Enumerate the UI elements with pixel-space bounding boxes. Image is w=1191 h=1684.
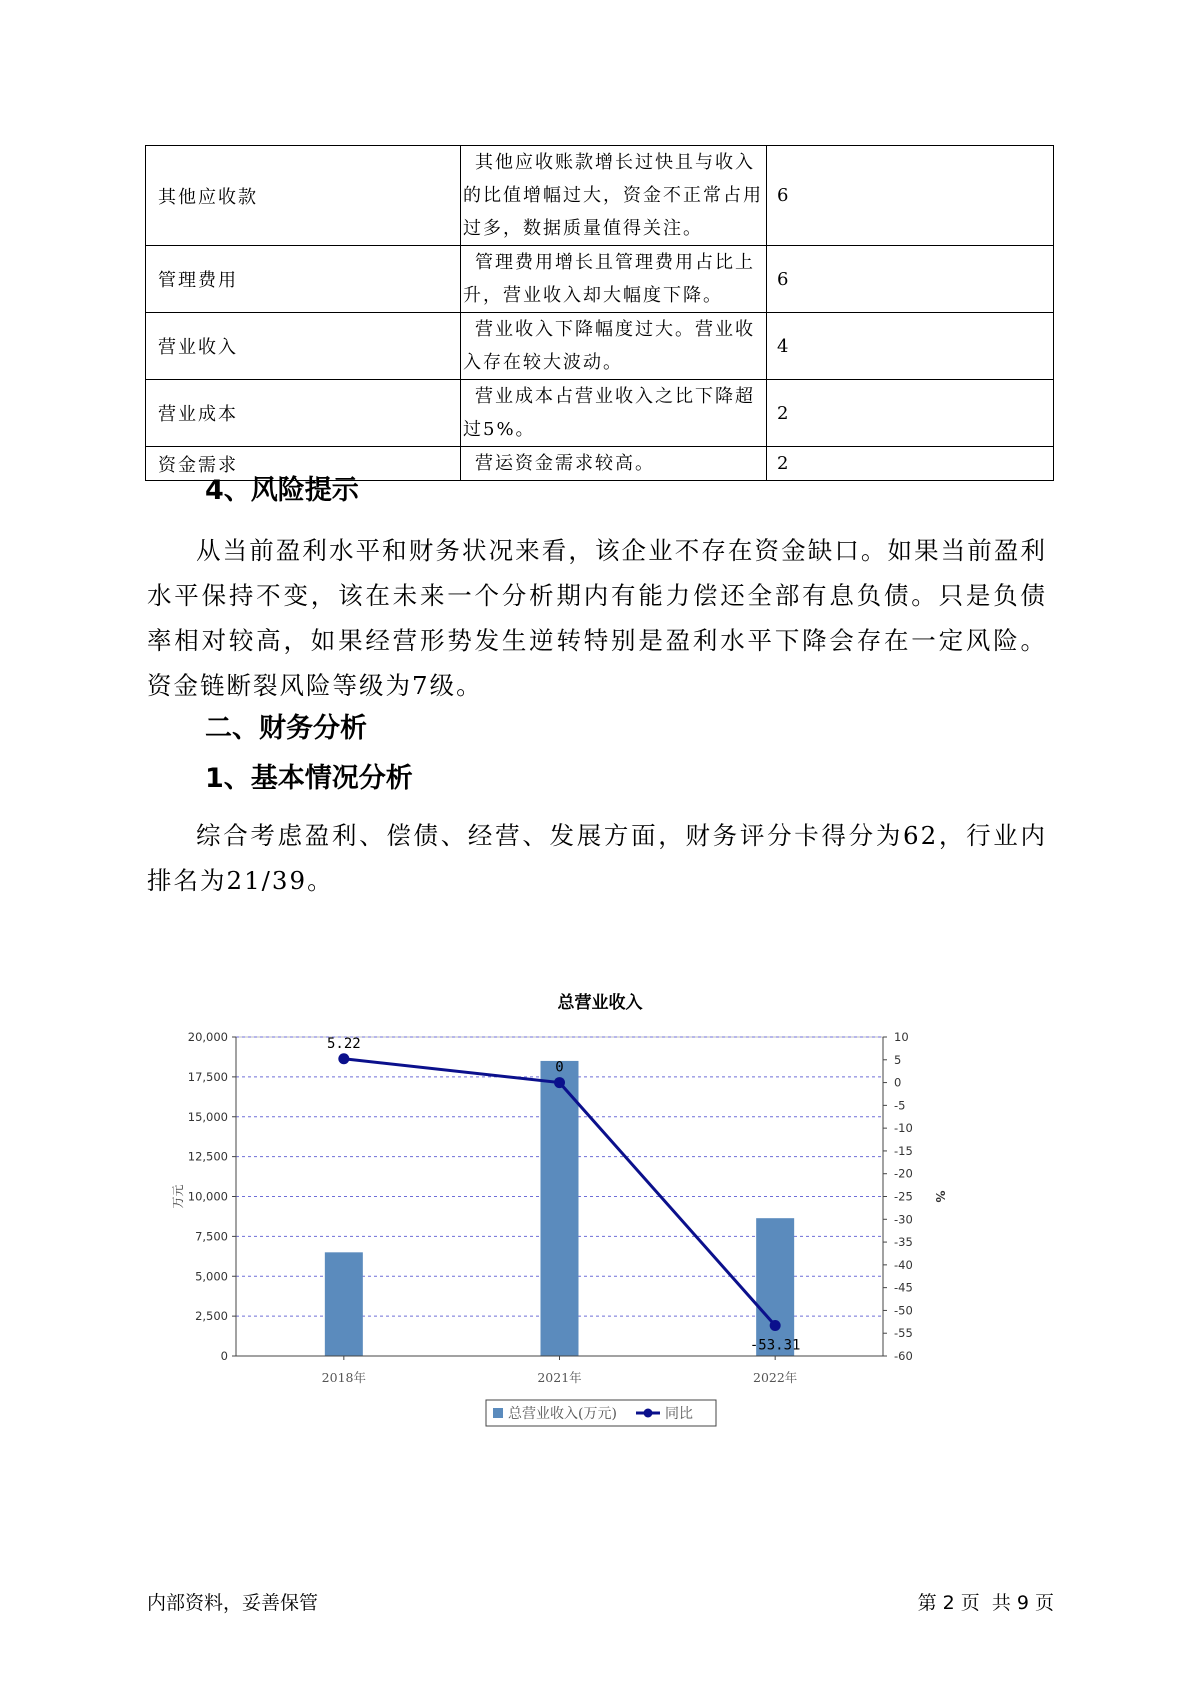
risk-description-cell [461, 313, 767, 380]
left-axis-title: 万元 [171, 1184, 185, 1209]
risk-table-row [146, 146, 1054, 246]
right-axis-tick-label: -25 [894, 1189, 913, 1204]
risk-description-cell [461, 380, 767, 447]
right-axis-tick-label: 0 [894, 1075, 902, 1090]
right-axis-tick-label: -45 [894, 1280, 913, 1295]
footer-confidential: 内部资料，妥善保管 [147, 1592, 319, 1614]
legend-line-label: 同比 [665, 1406, 693, 1422]
risk-description-cell [461, 246, 767, 313]
risk-description-text: 其他应收账款增长过快且与收入的比值增幅过大，资金不正常占用过多，数据质量值得关注。 [463, 152, 763, 239]
revenue-bar [756, 1218, 794, 1356]
right-axis-tick-label: 10 [894, 1030, 909, 1044]
risk-description-cell [461, 447, 767, 481]
right-axis-title: % [933, 1190, 947, 1203]
risk-table-row [146, 246, 1054, 313]
risk-table [145, 145, 1054, 481]
right-axis-tick-label: -15 [894, 1143, 913, 1158]
revenue-chart [170, 990, 1030, 1445]
risk-description-text: 营业收入下降幅度过大。营业收入存在较大波动。 [463, 319, 755, 373]
right-axis-tick-label: -35 [894, 1235, 913, 1250]
risk-section-paragraph: 从当前盈利水平和财务状况来看，该企业不存在资金缺口。如果当前盈利水平保持不变，该在未来一个分析期内有能力偿还全部有息负债。只是负债率相对较高，如果经营形势发生逆转特别是盈利水平下降会存在一定风险。资金链断裂风险等级为7级。 [147, 536, 1047, 700]
left-axis-tick-label: 0 [220, 1349, 228, 1363]
risk-score-cell: 6 [767, 246, 1054, 313]
left-axis-tick-label: 7,500 [195, 1229, 228, 1244]
right-axis-tick-label: -55 [894, 1326, 913, 1341]
risk-description-text: 营运资金需求较高。 [475, 453, 655, 474]
left-axis-tick-label: 15,000 [187, 1109, 228, 1124]
revenue-bar [325, 1252, 363, 1356]
risk-score-cell: 2 [767, 447, 1054, 481]
legend-line-marker [644, 1409, 653, 1418]
right-axis-tick-label: -60 [894, 1349, 913, 1363]
risk-score-cell: 2 [767, 380, 1054, 447]
risk-description-text: 营业成本占营业收入之比下降超过5%。 [463, 386, 755, 440]
right-axis-tick-label: -5 [894, 1098, 906, 1113]
finance-section-heading: 二、财务分析 [205, 713, 367, 744]
risk-description-text: 管理费用增长且管理费用占比上升，营业收入却大幅度下降。 [463, 252, 755, 306]
left-axis-tick-label: 2,500 [195, 1309, 228, 1324]
right-axis-tick-label: -50 [894, 1303, 913, 1318]
left-axis-tick-label: 5,000 [195, 1269, 228, 1284]
left-axis-tick-label: 20,000 [187, 1030, 228, 1044]
risk-score-cell: 4 [767, 313, 1054, 380]
risk-item-cell: 资金需求 [146, 447, 461, 481]
risk-section-heading: 4、风险提示 [205, 475, 359, 506]
right-axis-tick-label: 5 [894, 1052, 902, 1067]
right-axis-tick-label: -10 [894, 1121, 913, 1136]
risk-item-cell: 营业收入 [146, 313, 461, 380]
basic-section-paragraph: 综合考虑盈利、偿债、经营、发展方面，财务评分卡得分为62，行业内排名为21/39。 [147, 821, 1047, 895]
risk-table-row [146, 313, 1054, 380]
risk-table-row [146, 380, 1054, 447]
revenue-bar [541, 1061, 579, 1356]
risk-score-cell: 6 [767, 146, 1054, 246]
legend-bar-swatch [493, 1408, 503, 1418]
left-axis-tick-label: 17,500 [187, 1069, 228, 1084]
risk-item-cell: 管理费用 [146, 246, 461, 313]
yoy-point [770, 1320, 781, 1331]
yoy-data-label: 5.22 [326, 1035, 361, 1052]
chart-title: 总营业收入 [557, 993, 643, 1013]
yoy-point [554, 1077, 565, 1088]
right-axis-tick-label: -20 [894, 1166, 913, 1181]
left-axis-tick-label: 10,000 [187, 1189, 228, 1204]
yoy-data-label: -53.31 [749, 1337, 801, 1354]
yoy-point [338, 1053, 349, 1064]
legend-bar-label: 总营业收入(万元) [508, 1406, 617, 1422]
x-axis-tick-label: 2021年 [537, 1370, 582, 1385]
risk-item-cell: 其他应收款 [146, 146, 461, 246]
right-axis-tick-label: -40 [894, 1257, 913, 1272]
chart-bars [325, 1061, 794, 1356]
chart-legend [486, 1400, 716, 1426]
left-axis-tick-label: 12,500 [187, 1149, 228, 1164]
risk-item-cell: 营业成本 [146, 380, 461, 447]
yoy-data-label: 0 [555, 1059, 564, 1076]
x-axis-tick-label: 2018年 [321, 1370, 366, 1385]
right-axis-tick-label: -30 [894, 1212, 913, 1227]
risk-description-cell [461, 146, 767, 246]
x-axis-tick-label: 2022年 [753, 1370, 798, 1385]
footer-page-number: 第 2 页 共 9 页 [917, 1592, 1054, 1614]
basic-section-heading: 1、基本情况分析 [205, 763, 413, 794]
